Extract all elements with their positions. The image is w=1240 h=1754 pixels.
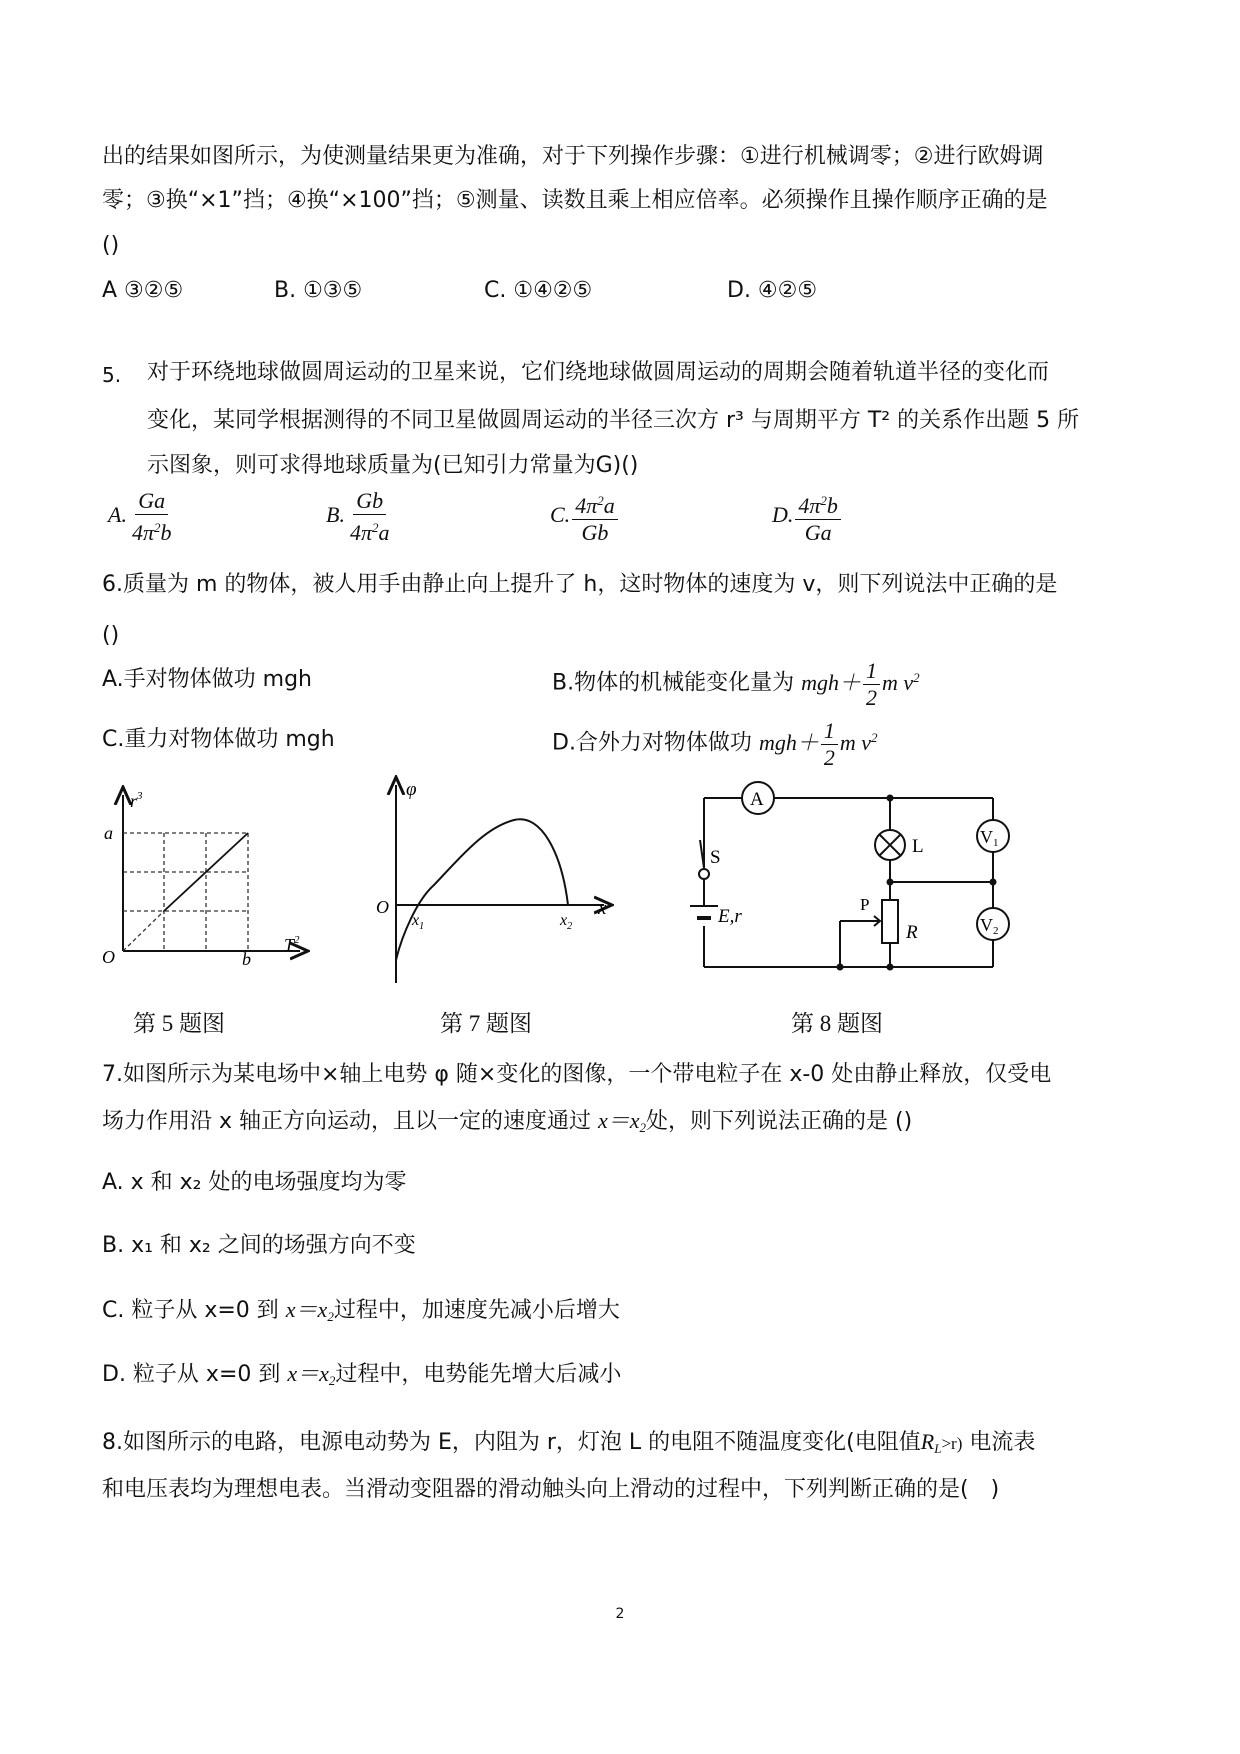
q8-line-1 [102, 1427, 1035, 1464]
q5-option-c [550, 488, 620, 546]
formula-pre: mgh＋ [758, 729, 819, 755]
pi: π [142, 520, 154, 545]
math-sub: 2 [639, 1120, 647, 1135]
var: a [378, 520, 390, 545]
var: b [160, 520, 172, 545]
q7-line-1: 7.如图所示为某电场中×轴上电势 φ 随×变化的图像，一个带电粒子在 x-0 处由静止释放，仅受电 [102, 1062, 1052, 1087]
q4-option-c: C. ①④②⑤ [484, 278, 593, 303]
coef: 4 [131, 520, 143, 545]
switch-label: S [710, 847, 721, 868]
denominator: Ga [804, 520, 832, 545]
var: a [603, 493, 615, 518]
option-text: D.合外力对物体做功 [552, 730, 752, 756]
figure-7-caption: 第 7 题图 [440, 1011, 532, 1036]
numerator: Gb [353, 488, 386, 515]
q5-line-3: 示图象，则可求得地球质量为(已知引力常量为G)() [147, 453, 639, 478]
q4-option-b: B. ①③⑤ [274, 278, 363, 303]
q7-math [598, 1108, 646, 1133]
q5-line-1: 对于环绕地球做圆周运动的卫星来说，它们绕地球做圆周运动的周期会随着轨道半径的变化而 [147, 360, 1050, 385]
option-text-a: D. 粒子从 x=0 到 [102, 1362, 281, 1387]
option-letter: C. [550, 502, 571, 528]
formula [758, 718, 878, 770]
coef: 4 [798, 493, 810, 518]
option-text: B.物体的机械能变化量为 [552, 670, 795, 696]
resistor [882, 900, 898, 943]
var: b [826, 493, 838, 518]
fraction [347, 488, 393, 546]
a-label: a [104, 823, 113, 843]
formula-post: m v [839, 729, 871, 755]
q4-line-2: 零；③换“×1”挡；④换“×100”挡；⑤测量、读数且乘上相应倍率。必须操作且操作顺序正确的是 [102, 188, 1048, 213]
numerator: 1 [863, 658, 880, 685]
option-letter: A. [108, 502, 127, 528]
lamp-label: L [912, 836, 924, 857]
option-text-b: 过程中，加速度先减小后增大 [333, 1298, 620, 1323]
figure-8-circuit [680, 778, 1025, 983]
q6-option-a: A.手对物体做功 mgh [102, 667, 312, 692]
math-x: x＝x [287, 1361, 329, 1386]
potential-curve [396, 819, 568, 960]
q4-option-d: D. ④②⑤ [727, 278, 818, 303]
q5-number: 5. [102, 363, 122, 387]
q5-option-a [108, 488, 176, 546]
source-label: E,r [718, 906, 742, 927]
numerator: 1 [821, 718, 838, 745]
q6-line-2: () [102, 623, 120, 648]
fraction [821, 718, 838, 771]
numerator [572, 488, 618, 520]
q6-option-c: C.重力对物体做功 mgh [102, 727, 335, 752]
y-axis-label: $r^3$ [130, 790, 143, 811]
option-text-a: C. 粒子从 x=0 到 [102, 1298, 279, 1323]
q7-option-a: A. x 和 x₂ 处的电场强度均为零 [102, 1170, 407, 1195]
numerator: Ga [135, 488, 168, 515]
q7-line-2-text-a: 场力作用沿 x 轴正方向运动，且以一定的速度通过 [102, 1109, 592, 1134]
option-math [286, 1297, 334, 1322]
exp: 2 [913, 669, 920, 685]
q4-line-1: 出的结果如图所示，为使测量结果更为准确，对于下列操作步骤：①进行机械调零；②进行欧姆调 [102, 144, 1044, 169]
q4-line-3: () [102, 233, 120, 258]
pi: π [360, 520, 372, 545]
math-x: x＝x [285, 1297, 328, 1322]
figure-7-graph [372, 775, 632, 990]
coef: 4 [349, 520, 361, 545]
q6-option-d [552, 718, 877, 771]
slider-label: P [860, 895, 870, 914]
exp: 2 [371, 520, 379, 535]
math-x: x＝x [598, 1108, 640, 1133]
q5-option-b [326, 488, 394, 546]
figure-5-caption: 第 5 题图 [133, 1011, 225, 1036]
switch-icon [699, 869, 709, 879]
x-axis-label: x [598, 898, 607, 919]
figure-8-caption: 第 8 题图 [791, 1011, 883, 1036]
math-sub: 2 [327, 1309, 334, 1324]
origin-label: O [102, 947, 115, 965]
exp: 2 [820, 493, 827, 508]
voltmeter-1-label: V1 [980, 827, 999, 849]
slider-arrow-icon [872, 916, 880, 926]
denominator: 2 [823, 745, 835, 770]
fraction [795, 488, 841, 546]
ammeter-label: A [750, 789, 764, 810]
q7-option-b: B. x₁ 和 x₂ 之间的场强方向不变 [102, 1233, 416, 1258]
coef: 4 [575, 493, 587, 518]
option-letter: B. [326, 502, 345, 528]
q7-line-2-text-b: 处，则下列说法正确的是 () [646, 1109, 913, 1134]
q7-line-2 [102, 1106, 912, 1143]
exp: 2 [597, 493, 604, 508]
denominator [129, 515, 175, 546]
q7-option-d [102, 1359, 621, 1396]
voltmeter-2-label: V2 [980, 915, 999, 937]
q6-line-1: 6.质量为 m 的物体，被人用手由静止向上提升了 h，这时物体的速度为 v，则下列说法中正确的是 [102, 572, 1058, 597]
q7-option-c [102, 1295, 620, 1332]
resistor-label: R [906, 922, 918, 943]
math-r: R [920, 1429, 935, 1454]
formula-post: m v [881, 669, 914, 695]
pi: π [809, 493, 821, 518]
q6-option-b [552, 658, 920, 711]
denominator: Gb [581, 520, 609, 545]
option-letter: D. [772, 502, 794, 528]
fraction [129, 488, 175, 546]
fraction [572, 488, 618, 546]
q4-option-a: A ③②⑤ [102, 278, 184, 303]
pi: π [586, 493, 598, 518]
exp: 2 [153, 520, 161, 535]
y-axis-label: φ [406, 779, 417, 800]
math-sub: 2 [328, 1373, 336, 1388]
q8-text-a: 8.如图所示的电路，电源电动势为 E，内阻为 r，灯泡 L 的电阻不随温度变化(电阻值 [102, 1430, 921, 1455]
denominator: 2 [865, 685, 877, 710]
b-label: b [242, 949, 251, 965]
formula-pre: mgh＋ [801, 669, 861, 695]
q8-math [921, 1429, 963, 1454]
x-axis-label: $T^2$ [284, 934, 300, 955]
q5-line-2: 变化，某同学根据测得的不同卫星做圆周运动的半径三次方 r³ 与周期平方 T² 的关系作出题 5 所 [147, 408, 1080, 433]
option-math [287, 1361, 335, 1386]
q8-line-2: 和电压表均为理想电表。当滑动变阻器的滑动触头向上滑动的过程中，下列判断正确的是( ) [102, 1477, 1000, 1502]
q8-text-b: 电流表 [962, 1430, 1036, 1455]
option-text-b: 过程中，电势能先增大后减小 [335, 1362, 622, 1387]
x2-label: $x_2$ [560, 912, 573, 932]
denominator [347, 515, 393, 546]
page-number: 2 [615, 1606, 625, 1622]
numerator [795, 488, 841, 520]
origin-label: O [376, 897, 389, 917]
x1-label: $x_1$ [412, 912, 425, 932]
fraction [863, 658, 880, 711]
formula [801, 658, 920, 710]
figure-5-graph [100, 785, 330, 965]
math-rest: >r) [941, 1434, 963, 1453]
math-sub: L [934, 1441, 942, 1456]
q5-option-d [772, 488, 843, 546]
exp: 2 [870, 729, 878, 745]
